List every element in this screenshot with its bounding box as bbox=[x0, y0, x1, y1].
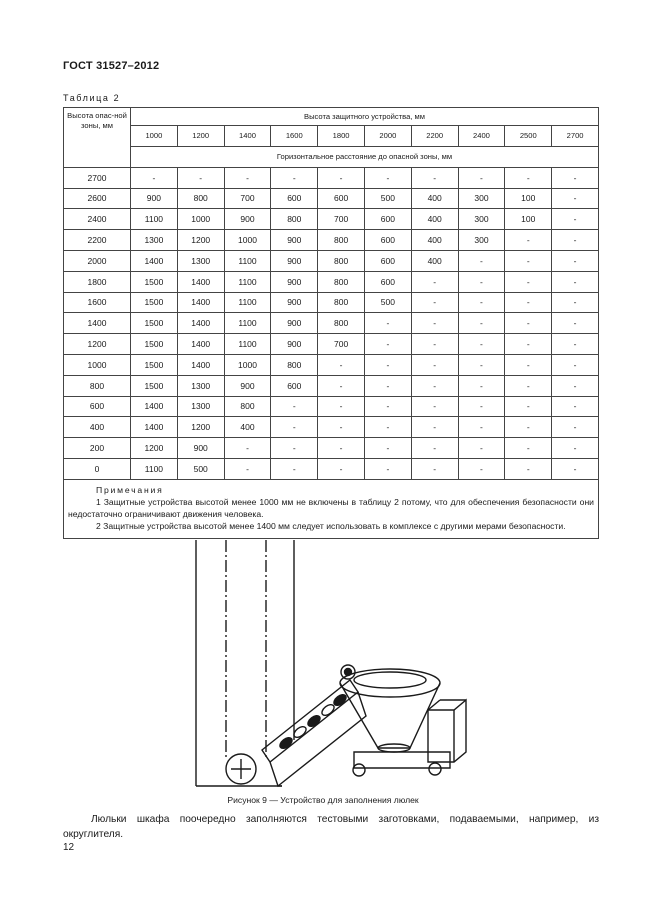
column-header-cell: 1200 bbox=[177, 126, 224, 147]
table-cell: - bbox=[411, 354, 458, 375]
table-cell: - bbox=[411, 334, 458, 355]
table-cell: 700 bbox=[318, 334, 365, 355]
figure-9-drawing bbox=[182, 540, 472, 795]
table-cell: - bbox=[458, 438, 505, 459]
column-header-cell: 1600 bbox=[271, 126, 318, 147]
table-cell: - bbox=[458, 417, 505, 438]
table-cell: - bbox=[364, 438, 411, 459]
table-cell: - bbox=[271, 396, 318, 417]
table-cell: 500 bbox=[177, 458, 224, 479]
table-cell: - bbox=[505, 417, 552, 438]
table-cell: - bbox=[364, 334, 411, 355]
table-cell: - bbox=[505, 334, 552, 355]
hazard-height-cell: 1400 bbox=[64, 313, 131, 334]
table-cell: - bbox=[177, 167, 224, 188]
table-cell: - bbox=[411, 292, 458, 313]
table-cell: - bbox=[458, 375, 505, 396]
table-cell: 1100 bbox=[224, 334, 271, 355]
table-cell: 500 bbox=[364, 292, 411, 313]
table-cell: - bbox=[411, 458, 458, 479]
table-cell: 400 bbox=[411, 188, 458, 209]
table-cell: - bbox=[458, 313, 505, 334]
table-cell: 1200 bbox=[131, 438, 178, 459]
table-cell: - bbox=[458, 458, 505, 479]
hazard-height-cell: 2200 bbox=[64, 230, 131, 251]
table-cell: - bbox=[505, 167, 552, 188]
table-cell: - bbox=[411, 438, 458, 459]
table-cell: - bbox=[224, 167, 271, 188]
table-cell: 1100 bbox=[131, 458, 178, 479]
table-cell: 400 bbox=[411, 230, 458, 251]
table-cell: - bbox=[552, 188, 599, 209]
column-header-cell: 2400 bbox=[458, 126, 505, 147]
table-cell: 1200 bbox=[177, 417, 224, 438]
table-cell: 600 bbox=[271, 188, 318, 209]
table-row bbox=[64, 167, 599, 188]
table-cell: - bbox=[552, 375, 599, 396]
table-cell: 1400 bbox=[131, 250, 178, 271]
table-cell: - bbox=[458, 292, 505, 313]
table-cell: 1400 bbox=[131, 396, 178, 417]
hazard-height-cell: 2700 bbox=[64, 167, 131, 188]
table-cell: - bbox=[458, 396, 505, 417]
table-cell: - bbox=[505, 250, 552, 271]
hazard-height-cell: 1800 bbox=[64, 271, 131, 292]
notes-row bbox=[64, 479, 599, 538]
table-cell: - bbox=[458, 250, 505, 271]
column-group-header: Высота защитного устройства, мм bbox=[131, 108, 599, 126]
table-cell: - bbox=[271, 167, 318, 188]
table-cell: - bbox=[411, 167, 458, 188]
table-cell: - bbox=[552, 250, 599, 271]
table-cell: 900 bbox=[271, 313, 318, 334]
table-cell: - bbox=[552, 417, 599, 438]
table-cell: 600 bbox=[364, 230, 411, 251]
column-header-cell: 2500 bbox=[505, 126, 552, 147]
table-row bbox=[64, 271, 599, 292]
table-row bbox=[64, 417, 599, 438]
table-cell: - bbox=[552, 354, 599, 375]
table-cell: 1400 bbox=[177, 292, 224, 313]
hazard-height-cell: 1000 bbox=[64, 354, 131, 375]
safety-distance-table bbox=[63, 107, 599, 539]
table-cell: 400 bbox=[411, 209, 458, 230]
table-cell: - bbox=[364, 313, 411, 334]
table-cell: 1100 bbox=[224, 313, 271, 334]
table-cell: - bbox=[552, 313, 599, 334]
table-cell: - bbox=[411, 271, 458, 292]
hazard-height-cell: 2600 bbox=[64, 188, 131, 209]
table-cell: 800 bbox=[318, 230, 365, 251]
table-row bbox=[64, 230, 599, 251]
table-cell: - bbox=[505, 230, 552, 251]
subheader-row bbox=[64, 146, 599, 167]
table-cell: - bbox=[505, 458, 552, 479]
table-cell: 900 bbox=[271, 271, 318, 292]
table-cell: 1400 bbox=[177, 354, 224, 375]
hazard-height-cell: 1200 bbox=[64, 334, 131, 355]
hazard-height-cell: 1600 bbox=[64, 292, 131, 313]
table-cell: - bbox=[318, 458, 365, 479]
table-cell: - bbox=[224, 458, 271, 479]
table-cell: - bbox=[458, 271, 505, 292]
table-cell: 300 bbox=[458, 230, 505, 251]
table-cell: 1500 bbox=[131, 271, 178, 292]
table-cell: - bbox=[364, 167, 411, 188]
column-header-cell: 2700 bbox=[552, 126, 599, 147]
table-cell: - bbox=[552, 438, 599, 459]
hazard-height-cell: 400 bbox=[64, 417, 131, 438]
table-cell: 1300 bbox=[177, 396, 224, 417]
table-cell: - bbox=[364, 417, 411, 438]
table-cell: 900 bbox=[224, 209, 271, 230]
table-cell: 600 bbox=[364, 271, 411, 292]
table-cell: 800 bbox=[177, 188, 224, 209]
table-cell: 400 bbox=[411, 250, 458, 271]
note-item: 1 Защитные устройства высотой менее 1000 мм не включены в таблицу 2 потому, что для обеспечения безопасности они недостаточно ограничивают движения человека. bbox=[68, 496, 594, 519]
table-cell: 900 bbox=[224, 375, 271, 396]
table-row bbox=[64, 313, 599, 334]
table-cell: 1100 bbox=[224, 292, 271, 313]
table-notes bbox=[64, 479, 599, 538]
table-cell: - bbox=[458, 167, 505, 188]
table-cell: - bbox=[505, 375, 552, 396]
table-cell: - bbox=[411, 313, 458, 334]
table-cell: - bbox=[318, 354, 365, 375]
hazard-height-cell: 2400 bbox=[64, 209, 131, 230]
table-cell: 400 bbox=[224, 417, 271, 438]
table-row bbox=[64, 375, 599, 396]
column-values-row bbox=[64, 126, 599, 147]
table-cell: 1500 bbox=[131, 313, 178, 334]
table-cell: 700 bbox=[318, 209, 365, 230]
table-cell: - bbox=[505, 354, 552, 375]
table-row bbox=[64, 458, 599, 479]
table-header-row bbox=[64, 108, 599, 126]
table-cell: - bbox=[318, 438, 365, 459]
table-cell: - bbox=[552, 167, 599, 188]
table-cell: 500 bbox=[364, 188, 411, 209]
table-cell: 1400 bbox=[177, 271, 224, 292]
table-cell: 1000 bbox=[224, 354, 271, 375]
table-cell: 1400 bbox=[131, 417, 178, 438]
table-cell: - bbox=[552, 230, 599, 251]
table-cell: - bbox=[505, 313, 552, 334]
figure-caption: Рисунок 9 — Устройство для заполнения люлек bbox=[227, 795, 419, 805]
table-cell: 800 bbox=[271, 354, 318, 375]
table-cell: - bbox=[318, 375, 365, 396]
table-cell: 900 bbox=[271, 230, 318, 251]
page-number: 12 bbox=[63, 842, 75, 853]
table-cell: 1500 bbox=[131, 375, 178, 396]
table-cell: 800 bbox=[271, 209, 318, 230]
table-cell: 900 bbox=[177, 438, 224, 459]
table-cell: - bbox=[552, 209, 599, 230]
table-caption: Таблица 2 bbox=[63, 93, 121, 103]
table-cell: 900 bbox=[131, 188, 178, 209]
hazard-height-cell: 200 bbox=[64, 438, 131, 459]
row-header-cell: Высота опас-ной зоны, мм bbox=[64, 108, 131, 168]
table-cell: - bbox=[552, 458, 599, 479]
table-cell: 700 bbox=[224, 188, 271, 209]
table-cell: 1100 bbox=[131, 209, 178, 230]
table-row bbox=[64, 188, 599, 209]
table-cell: - bbox=[271, 417, 318, 438]
table-cell: 600 bbox=[364, 250, 411, 271]
table-cell: 1500 bbox=[131, 292, 178, 313]
distance-subheader: Горизонтальное расстояние до опасной зоны, мм bbox=[131, 146, 599, 167]
table-cell: - bbox=[552, 396, 599, 417]
table-cell: 900 bbox=[271, 292, 318, 313]
table-cell: 300 bbox=[458, 188, 505, 209]
table-cell: - bbox=[131, 167, 178, 188]
column-header-cell: 1800 bbox=[318, 126, 365, 147]
table-cell: - bbox=[364, 354, 411, 375]
table-cell: - bbox=[364, 375, 411, 396]
table-cell: - bbox=[318, 167, 365, 188]
table-cell: - bbox=[411, 375, 458, 396]
table-cell: 600 bbox=[318, 188, 365, 209]
table-cell: - bbox=[552, 334, 599, 355]
hazard-height-cell: 600 bbox=[64, 396, 131, 417]
table-cell: 1000 bbox=[224, 230, 271, 251]
table-cell: 1300 bbox=[131, 230, 178, 251]
table-cell: - bbox=[458, 354, 505, 375]
table-cell: 1200 bbox=[177, 230, 224, 251]
table-cell: - bbox=[224, 438, 271, 459]
standard-header: ГОСТ 31527–2012 bbox=[63, 60, 160, 72]
hazard-height-cell: 0 bbox=[64, 458, 131, 479]
table-cell: - bbox=[552, 292, 599, 313]
table-row bbox=[64, 396, 599, 417]
table-cell: - bbox=[318, 396, 365, 417]
table-cell: 1500 bbox=[131, 354, 178, 375]
table-row bbox=[64, 334, 599, 355]
table-cell: - bbox=[271, 458, 318, 479]
table-cell: 1400 bbox=[177, 313, 224, 334]
hazard-height-cell: 800 bbox=[64, 375, 131, 396]
table-cell: 1400 bbox=[177, 334, 224, 355]
table-cell: 300 bbox=[458, 209, 505, 230]
table-cell: 900 bbox=[271, 334, 318, 355]
table-cell: 600 bbox=[271, 375, 318, 396]
table-row bbox=[64, 438, 599, 459]
table-cell: 800 bbox=[318, 271, 365, 292]
table-cell: - bbox=[458, 334, 505, 355]
table-cell: - bbox=[364, 396, 411, 417]
table-cell: - bbox=[552, 271, 599, 292]
table-cell: - bbox=[505, 271, 552, 292]
table-cell: 800 bbox=[318, 292, 365, 313]
table-cell: 900 bbox=[271, 250, 318, 271]
table-row bbox=[64, 250, 599, 271]
table-cell: 1100 bbox=[224, 250, 271, 271]
table-cell: - bbox=[505, 396, 552, 417]
hazard-height-cell: 2000 bbox=[64, 250, 131, 271]
table-row bbox=[64, 209, 599, 230]
table-cell: 1100 bbox=[224, 271, 271, 292]
table-row bbox=[64, 292, 599, 313]
table-cell: 100 bbox=[505, 209, 552, 230]
column-header-cell: 2200 bbox=[411, 126, 458, 147]
body-paragraph: Люльки шкафа поочередно заполняются тестовыми заготовками, подаваемыми, например, из округлителя. bbox=[63, 814, 599, 840]
table-cell: 1500 bbox=[131, 334, 178, 355]
table-cell: 100 bbox=[505, 188, 552, 209]
table-cell: 1300 bbox=[177, 375, 224, 396]
table-cell: 800 bbox=[318, 250, 365, 271]
table-cell: 1300 bbox=[177, 250, 224, 271]
column-header-cell: 1400 bbox=[224, 126, 271, 147]
column-header-cell: 2000 bbox=[364, 126, 411, 147]
notes-title: Примечания bbox=[96, 484, 164, 495]
table-row bbox=[64, 354, 599, 375]
table-cell: 800 bbox=[224, 396, 271, 417]
column-header-cell: 1000 bbox=[131, 126, 178, 147]
table-cell: 600 bbox=[364, 209, 411, 230]
table-cell: - bbox=[271, 438, 318, 459]
table-cell: - bbox=[411, 396, 458, 417]
table-cell: - bbox=[318, 417, 365, 438]
table-cell: - bbox=[411, 417, 458, 438]
note-item: 2 Защитные устройства высотой менее 1400 мм следует использовать в комплексе с другими мерами безопасности. bbox=[96, 520, 566, 531]
table-cell: - bbox=[505, 438, 552, 459]
table-cell: 1000 bbox=[177, 209, 224, 230]
table-cell: 800 bbox=[318, 313, 365, 334]
table-cell: - bbox=[364, 458, 411, 479]
table-cell: - bbox=[505, 292, 552, 313]
